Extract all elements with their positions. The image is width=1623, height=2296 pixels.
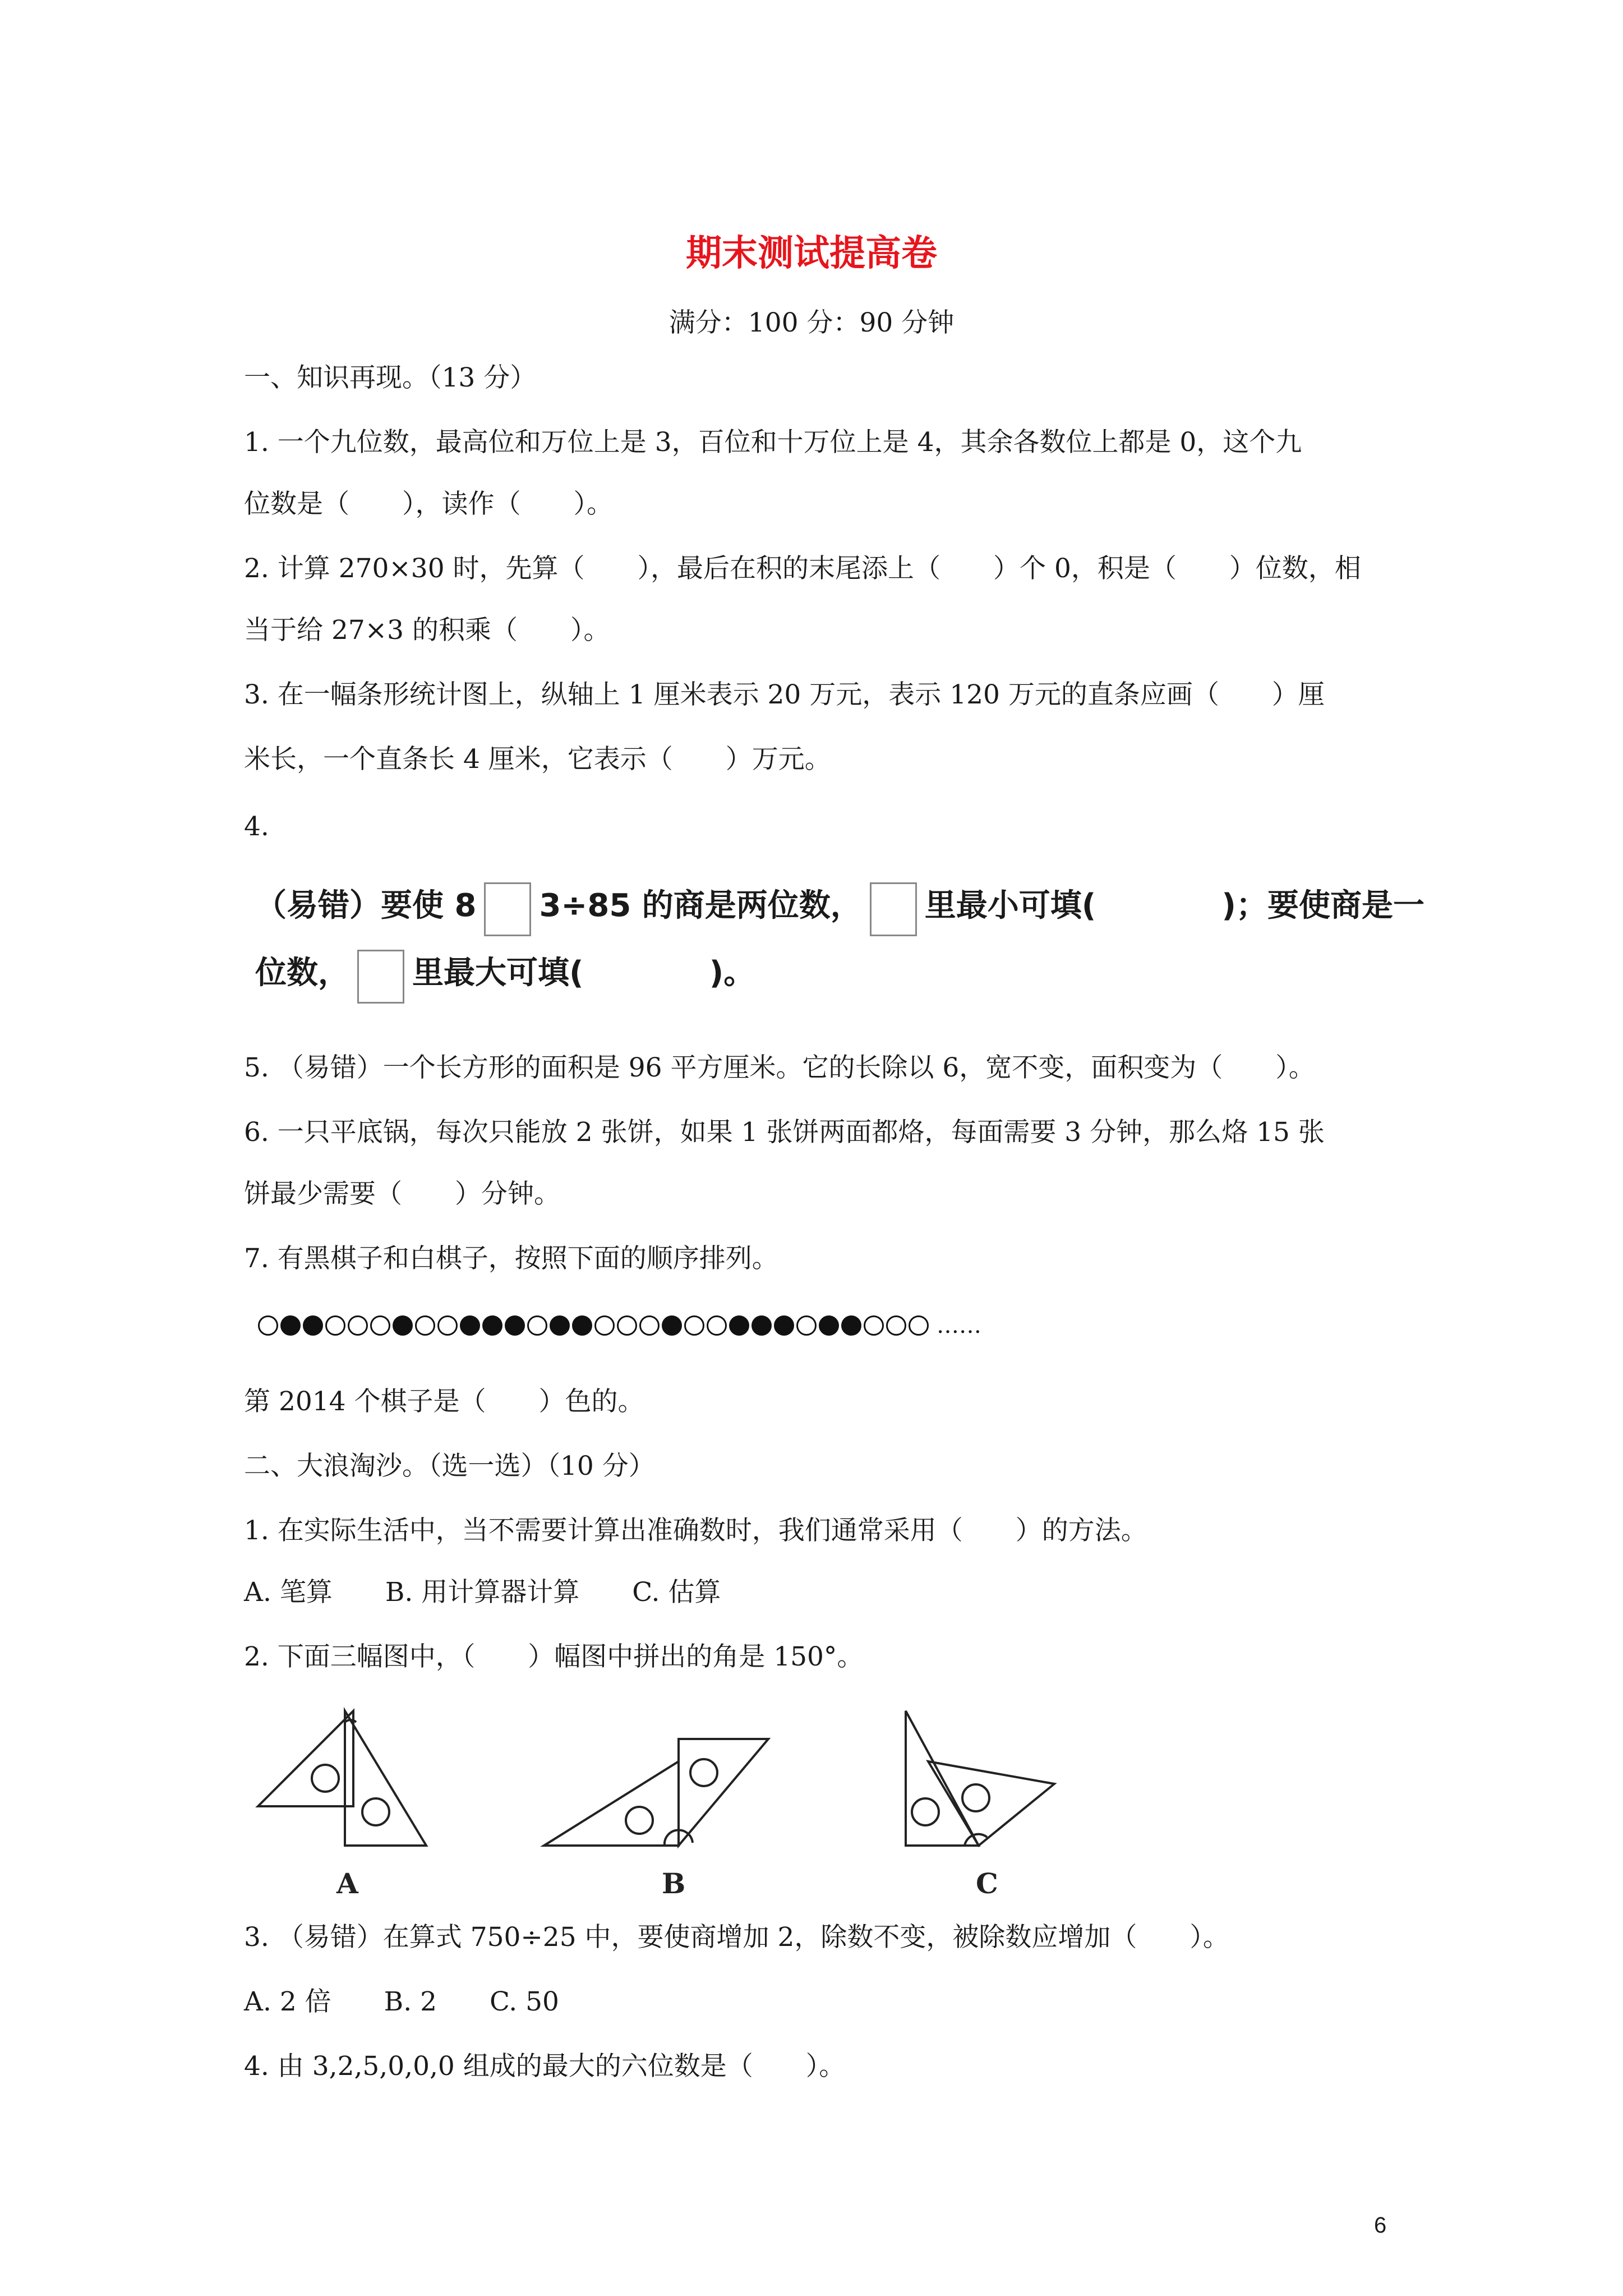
black-chess-piece bbox=[303, 1315, 323, 1336]
section1-heading: 一、知识再现。（13 分） bbox=[244, 362, 537, 393]
q4-part2: 3÷85 的商是两位数， bbox=[539, 887, 862, 924]
page-title: 期末测试提高卷 bbox=[686, 232, 937, 274]
s1-q1-line2: 位数是（ ），读作（ ）。 bbox=[244, 489, 613, 519]
s2-q1: 1. 在实际生活中，当不需要计算出准确数时，我们通常采用（ ）的方法。 bbox=[244, 1515, 1147, 1546]
black-chess-piece bbox=[550, 1315, 570, 1336]
black-chess-piece bbox=[729, 1315, 749, 1336]
white-chess-piece bbox=[258, 1315, 278, 1336]
white-chess-piece bbox=[796, 1315, 817, 1336]
chess-piece-sequence bbox=[258, 1313, 981, 1338]
q4-part4: 位数， bbox=[255, 955, 349, 991]
s2-q1-options: A. 笔算 B. 用计算器计算 C. 估算 bbox=[244, 1577, 721, 1608]
triangle-figures bbox=[247, 1700, 1122, 1902]
white-chess-piece bbox=[617, 1315, 637, 1336]
s1-q4-line2 bbox=[255, 948, 755, 1004]
black-chess-piece bbox=[482, 1315, 502, 1336]
figure-a-label: A bbox=[336, 1867, 358, 1900]
white-chess-piece bbox=[594, 1315, 615, 1336]
q4-part1: 要使 8 bbox=[381, 887, 477, 924]
white-chess-piece bbox=[370, 1315, 390, 1336]
q4-tag: （易错） bbox=[255, 887, 381, 924]
figure-c bbox=[906, 1711, 1054, 1900]
white-chess-piece bbox=[707, 1315, 727, 1336]
figure-b-label: B bbox=[662, 1867, 686, 1900]
s1-q5: 5. （易错）一个长方形的面积是 96 平方厘米。它的长除以 6，宽不变，面积变为（ ）。 bbox=[244, 1052, 1315, 1083]
s1-q4-line1 bbox=[255, 881, 1424, 936]
figure-c-label: C bbox=[976, 1867, 998, 1900]
s2-q2: 2. 下面三幅图中，（ ）幅图中拼出的角是 150°。 bbox=[244, 1641, 864, 1672]
page-number: 6 bbox=[1374, 2213, 1387, 2238]
white-chess-piece bbox=[886, 1315, 906, 1336]
white-chess-piece bbox=[348, 1315, 368, 1336]
black-chess-piece bbox=[751, 1315, 772, 1336]
s1-q3-line2: 米长，一个直条长 4 厘米，它表示（ ）万元。 bbox=[244, 744, 831, 775]
s1-q6-line1: 6. 一只平底锅，每次只能放 2 张饼，如果 1 张饼两面都烙，每面需要 3 分钟，那么烙 15 张 bbox=[244, 1117, 1325, 1148]
s2-q3: 3. （易错）在算式 750÷25 中，要使商增加 2，除数不变，被除数应增加（ ）。 bbox=[244, 1922, 1229, 1953]
s1-q7-answer: 第 2014 个棋子是（ ）色的。 bbox=[244, 1386, 644, 1417]
s1-q6-line2: 饼最少需要（ ）分钟。 bbox=[244, 1179, 560, 1209]
q4-part5: 里最大可填( )。 bbox=[412, 955, 755, 991]
q4-blank-box-1[interactable] bbox=[484, 882, 531, 936]
s1-q1-line1: 1. 一个九位数，最高位和万位上是 3，百位和十万位上是 4，其余各数位上都是 0，这个九 bbox=[244, 427, 1302, 458]
s2-q3-options: A. 2 倍 B. 2 C. 50 bbox=[244, 1986, 559, 2017]
black-chess-piece bbox=[505, 1315, 525, 1336]
s1-q2-line2: 当于给 27×3 的积乘（ ）。 bbox=[244, 615, 610, 646]
figure-b bbox=[544, 1739, 768, 1900]
white-chess-piece bbox=[639, 1315, 660, 1336]
white-chess-piece bbox=[864, 1315, 884, 1336]
black-chess-piece bbox=[460, 1315, 480, 1336]
black-chess-piece bbox=[662, 1315, 682, 1336]
black-chess-piece bbox=[819, 1315, 839, 1336]
white-chess-piece bbox=[437, 1315, 458, 1336]
q4-part3: 里最小可填( )；要使商是一 bbox=[924, 887, 1424, 924]
white-chess-piece bbox=[527, 1315, 547, 1336]
white-chess-piece bbox=[325, 1315, 345, 1336]
sequence-ellipsis: …… bbox=[937, 1313, 981, 1338]
black-chess-piece bbox=[572, 1315, 592, 1336]
white-chess-piece bbox=[909, 1315, 929, 1336]
black-chess-piece bbox=[841, 1315, 861, 1336]
page-subtitle: 满分：100 分：90 分钟 bbox=[668, 307, 955, 338]
q4-blank-box-2[interactable] bbox=[870, 882, 917, 936]
s2-q4: 4. 由 3,2,5,0,0,0 组成的最大的六位数是（ ）。 bbox=[244, 2051, 846, 2082]
section2-heading: 二、大浪淘沙。（选一选）（10 分） bbox=[244, 1451, 655, 1481]
white-chess-piece bbox=[415, 1315, 435, 1336]
s1-q2-line1: 2. 计算 270×30 时，先算（ ），最后在积的末尾添上（ ）个 0，积是（ ）位数，相 bbox=[244, 553, 1361, 584]
white-chess-piece bbox=[684, 1315, 704, 1336]
s1-q3-line1: 3. 在一幅条形统计图上，纵轴上 1 厘米表示 20 万元，表示 120 万元的直条应画（ ）厘 bbox=[244, 679, 1325, 710]
q4-blank-box-3[interactable] bbox=[357, 950, 404, 1004]
s1-q4-number: 4. bbox=[244, 811, 269, 842]
black-chess-piece bbox=[280, 1315, 301, 1336]
s1-q7: 7. 有黑棋子和白棋子，按照下面的顺序排列。 bbox=[244, 1243, 778, 1274]
black-chess-piece bbox=[774, 1315, 794, 1336]
figure-a bbox=[258, 1711, 426, 1900]
black-chess-piece bbox=[393, 1315, 413, 1336]
